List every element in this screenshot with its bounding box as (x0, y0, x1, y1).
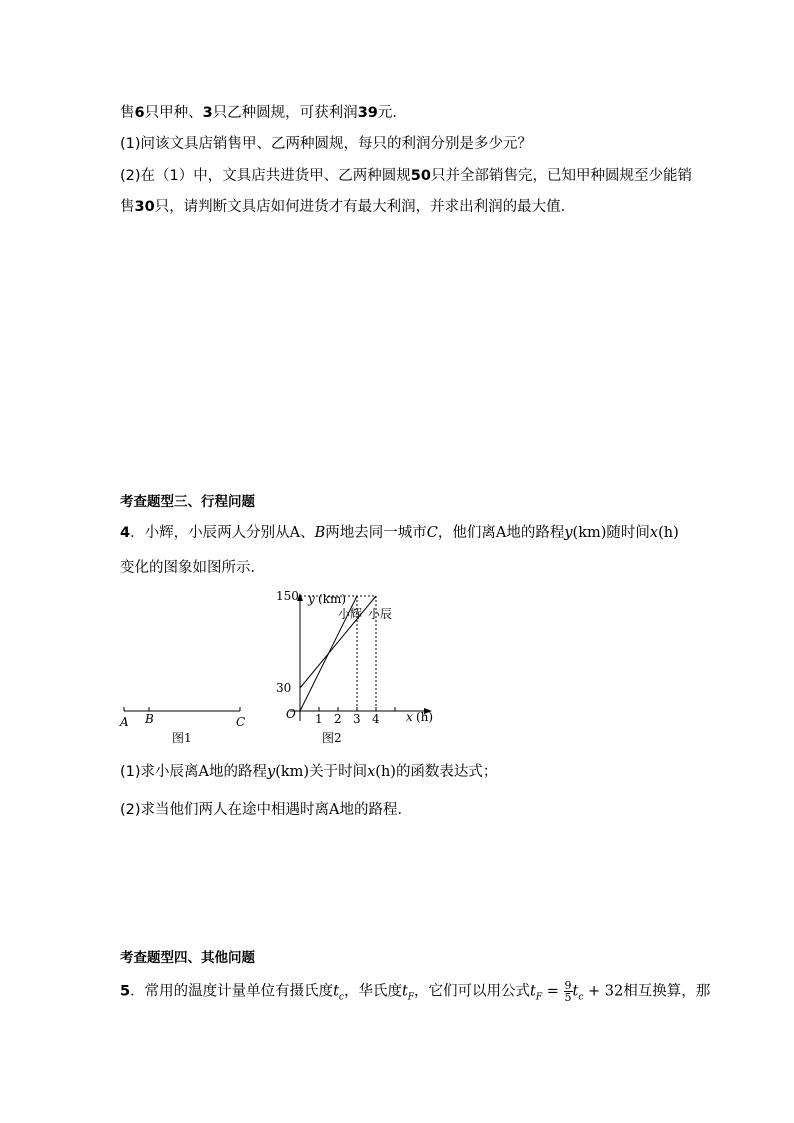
label-c: C (236, 715, 246, 729)
x-tick-label-1: 1 (315, 712, 323, 726)
x-tick-label-3: 3 (353, 712, 361, 726)
caption-figure-1: 图1 (172, 731, 192, 745)
problem4-figures (110, 585, 450, 755)
x-axis-label: x (406, 710, 413, 724)
x-tick-label-4: 4 (372, 712, 380, 726)
problem3-question-2b: 售30只，请判断文具店如何进货才有最大利润，并求出利润的最大值． (120, 199, 576, 215)
y-axis-label: y (308, 592, 315, 606)
x-axis-unit: (h) (416, 710, 434, 724)
problem3-line-0: 售6只甲种、3只乙种圆规，可获利润39元． (120, 105, 407, 121)
figure-2 (276, 589, 433, 745)
section-title-3: 考查题型三、行程问题 (120, 494, 255, 510)
problem5-line-1: 5．常用的温度计量单位有摄氏度$t_c$，华氏度$t_F$，它们可以用公式$t_F$ = $\frac{9}{5}$ $t_c + 32$相互换算，那 (120, 979, 711, 1004)
origin-label: O (286, 707, 296, 721)
section-title-4: 考查题型四、其他问题 (120, 950, 255, 966)
y-tick-label-150: 150 (276, 588, 299, 603)
caption-figure-2: 图2 (322, 731, 342, 745)
problem4-question-1: (1)求小辰离A地的路程y(km)关于时间x(h)的函数表达式； (120, 764, 498, 780)
x-tick-label-2: 2 (334, 712, 342, 726)
problem3-question-1: (1)问该文具店销售甲、乙两种圆规，每只的利润分别是多少元？ (120, 136, 533, 152)
problem4-intro-line-2: 变化的图象如图所示． (120, 560, 265, 576)
problem4-intro-line-1: 4．小辉，小辰两人分别从A、B两地去同一城市C，他们离A地的路程y(km)随时间x(h) (120, 525, 679, 541)
fraction-9-5: $\frac{9}{5}$ (564, 979, 572, 1004)
problem4-question-2: (2)求当他们两人在途中相遇时离A地的路程． (120, 802, 413, 818)
label-a: A (120, 715, 129, 729)
problem3-question-2a: (2)在（1）中，文具店共进货甲、乙两种圆规50只并全部销售完，已知甲种圆规至少能销 (120, 168, 692, 184)
figure-1 (119, 707, 245, 745)
y-axis-unit: (km) (318, 592, 347, 606)
series-label-xiaochen: 小辰 (368, 607, 393, 621)
series-label-xiaohui: 小辉 (338, 607, 363, 621)
label-b: B (145, 712, 154, 726)
y-tick-label-30: 30 (276, 680, 292, 695)
